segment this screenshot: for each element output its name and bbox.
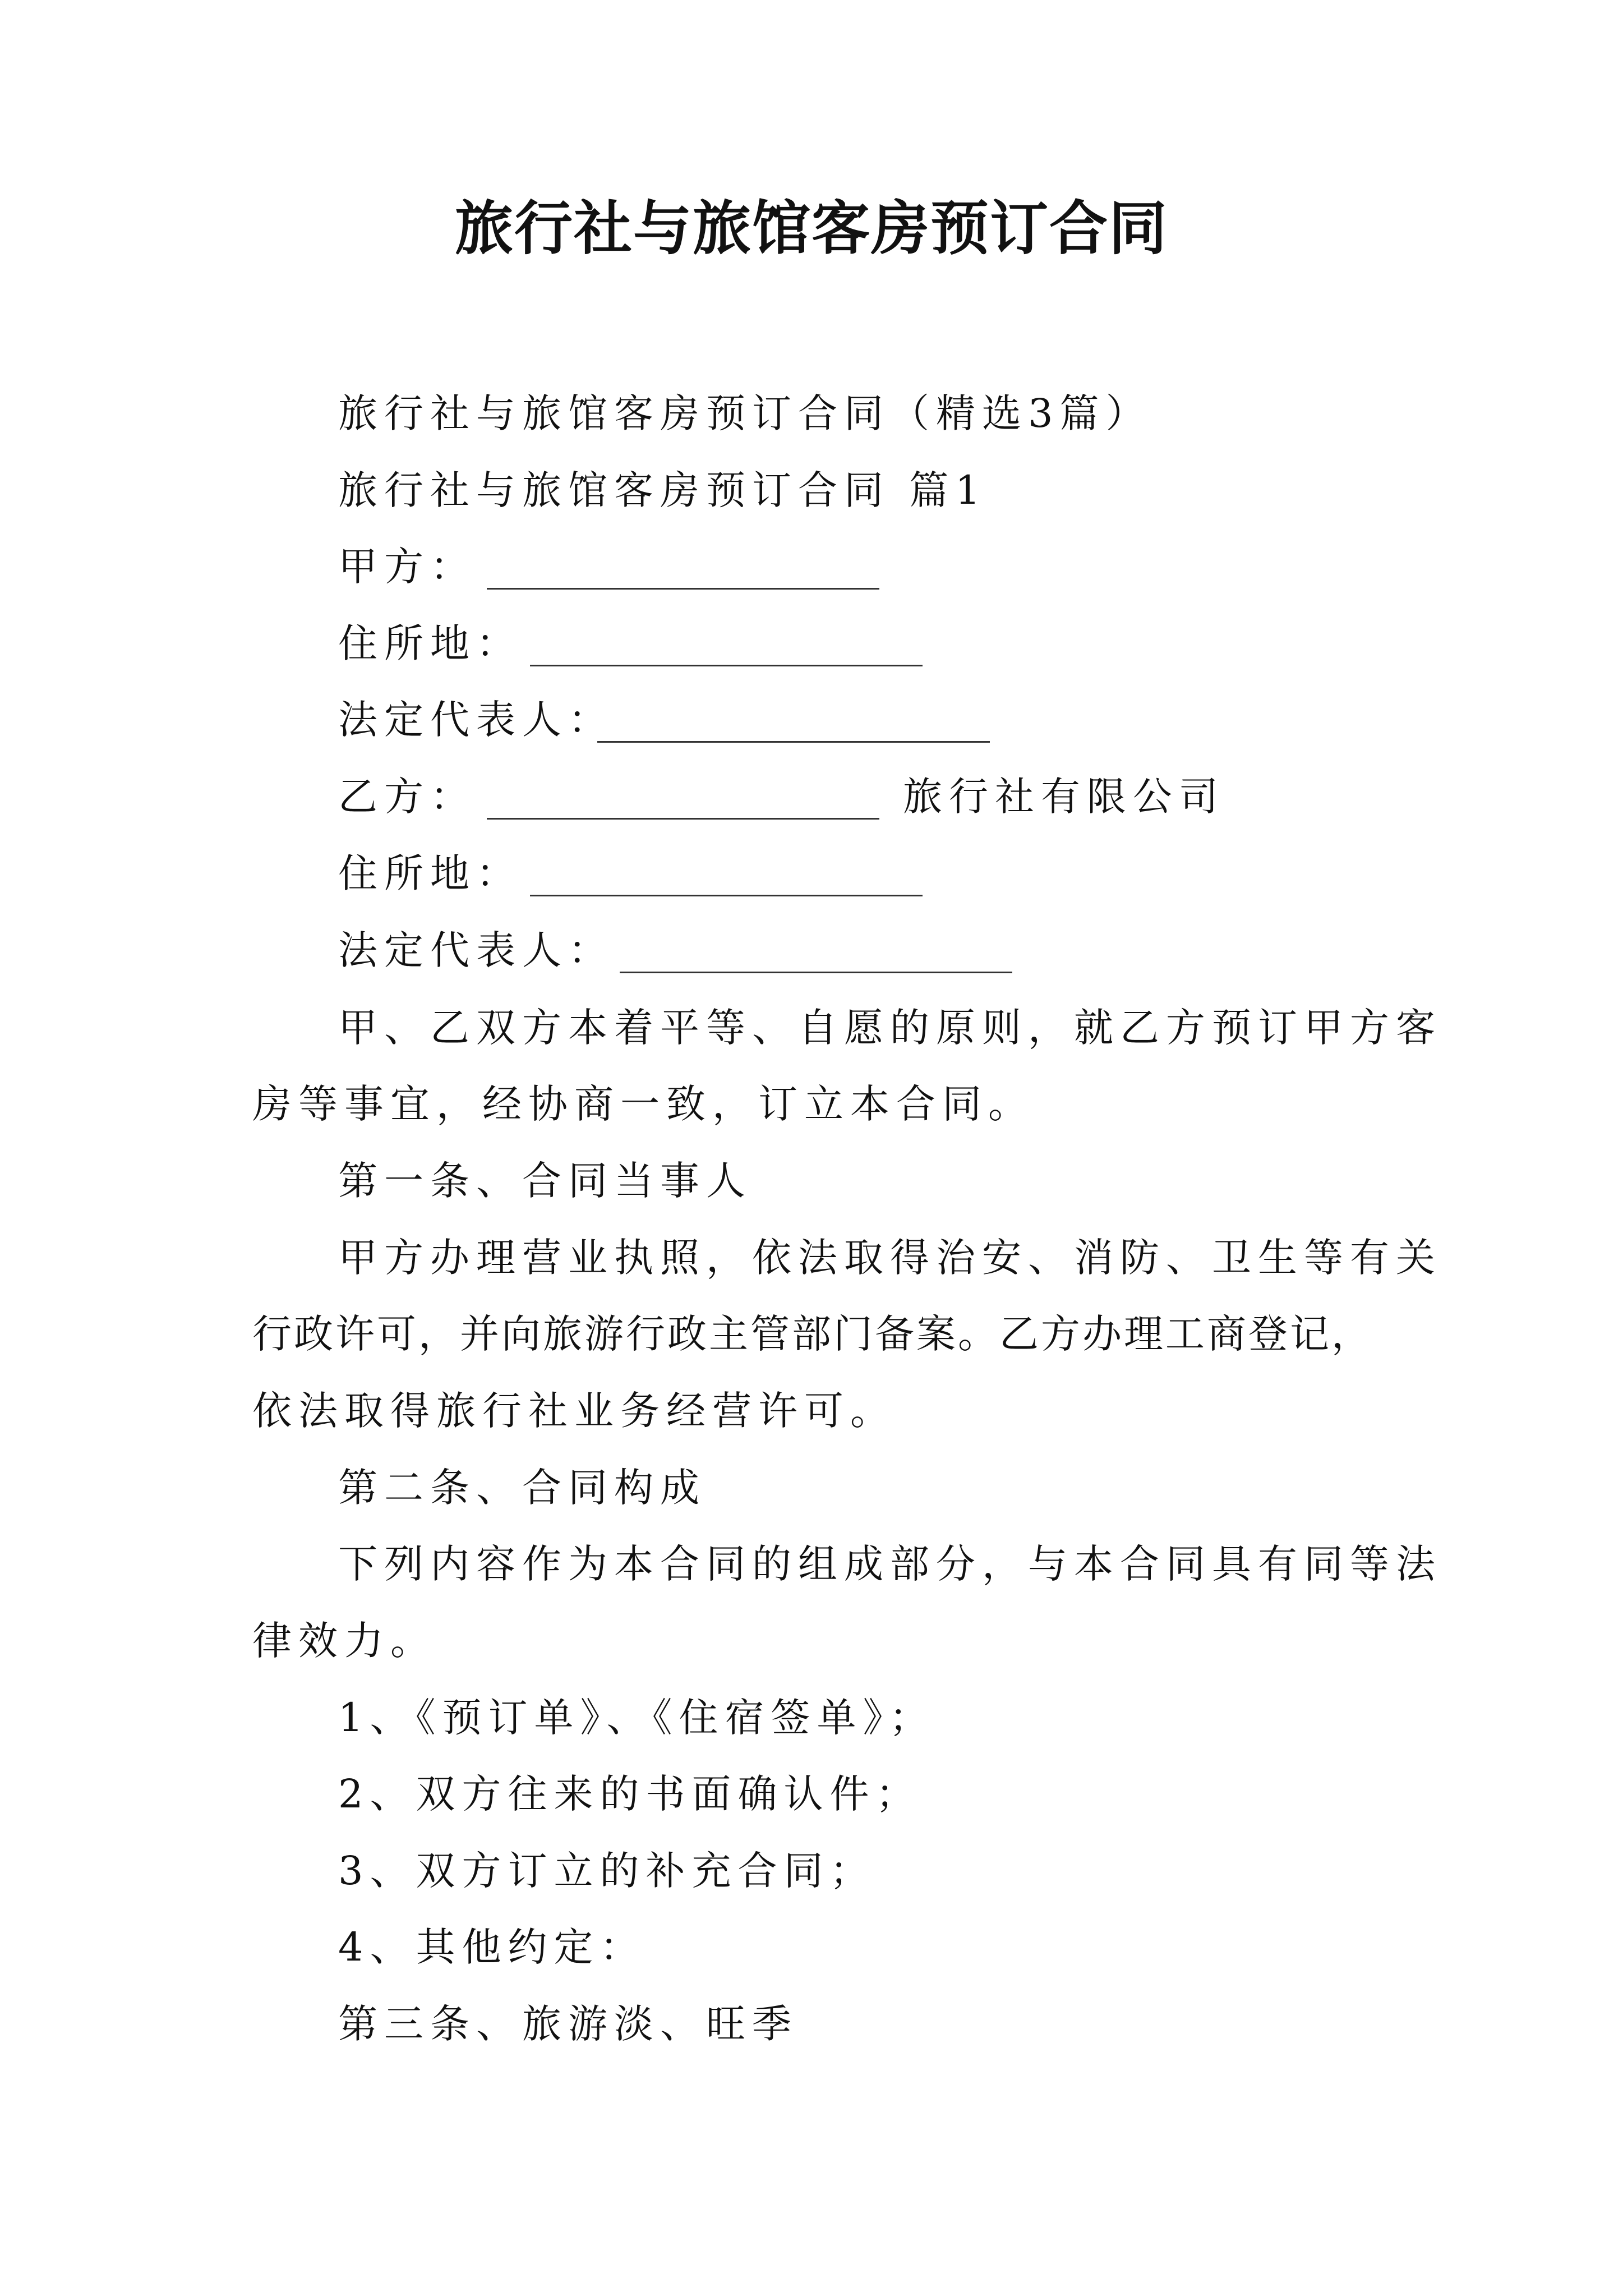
party-b-address-blank [530,895,923,896]
article-1-line-3: 依法取得旅行社业务经营许可。 [252,1388,896,1434]
article-2-item: 2、双方往来的书面确认件； [338,1771,922,1817]
article-2-item: 4、其他约定： [338,1924,646,1970]
article-2-line-2: 律效力。 [252,1618,436,1664]
article-2-line-1: 下列内容作为本合同的组成部分，与本合同具有同等法 [338,1541,1442,1587]
party-a-address-label: 住所地： [338,620,522,666]
party-a-rep-label: 法定代表人： [338,697,614,743]
party-b-rep-blank [620,972,1012,973]
party-a-name-blank [487,588,879,590]
preamble-line-2: 房等事宜，经协商一致，订立本合同。 [252,1081,1034,1127]
article-2-item: 3、双方订立的补充合同； [338,1848,876,1894]
article-2-item: 1、《预订单》、《住宿签单》； [338,1695,935,1741]
article-1-heading: 第一条、合同当事人 [338,1158,752,1204]
article-1-line-2: 行政许可，并向旅游行政主管部门备案。乙方办理工商登记， [252,1311,1373,1357]
article-3-heading: 第三条、旅游淡、旺季 [338,2001,798,2047]
document-title: 旅行社与旅馆客房预订合同 [454,194,1168,263]
party-a-label: 甲方： [338,544,476,590]
article-2-heading: 第二条、合同构成 [338,1465,706,1511]
party-b-name-blank [487,818,879,820]
document-subtitle: 旅行社与旅馆客房预订合同（精选3篇） [338,390,1152,436]
party-b-label: 乙方： [338,774,476,820]
party-b-rep-label: 法定代表人： [338,927,614,973]
party-b-address-label: 住所地： [338,850,522,896]
party-a-address-blank [530,665,923,666]
preamble-line-1: 甲、乙双方本着平等、自愿的原则，就乙方预订甲方客 [338,1005,1442,1051]
article-1-line-1: 甲方办理营业执照，依法取得治安、消防、卫生等有关 [338,1235,1442,1281]
party-b-name-suffix: 旅行社有限公司 [903,774,1225,820]
party-a-rep-blank [597,741,990,743]
part-heading: 旅行社与旅馆客房预订合同 篇1 [338,467,987,513]
